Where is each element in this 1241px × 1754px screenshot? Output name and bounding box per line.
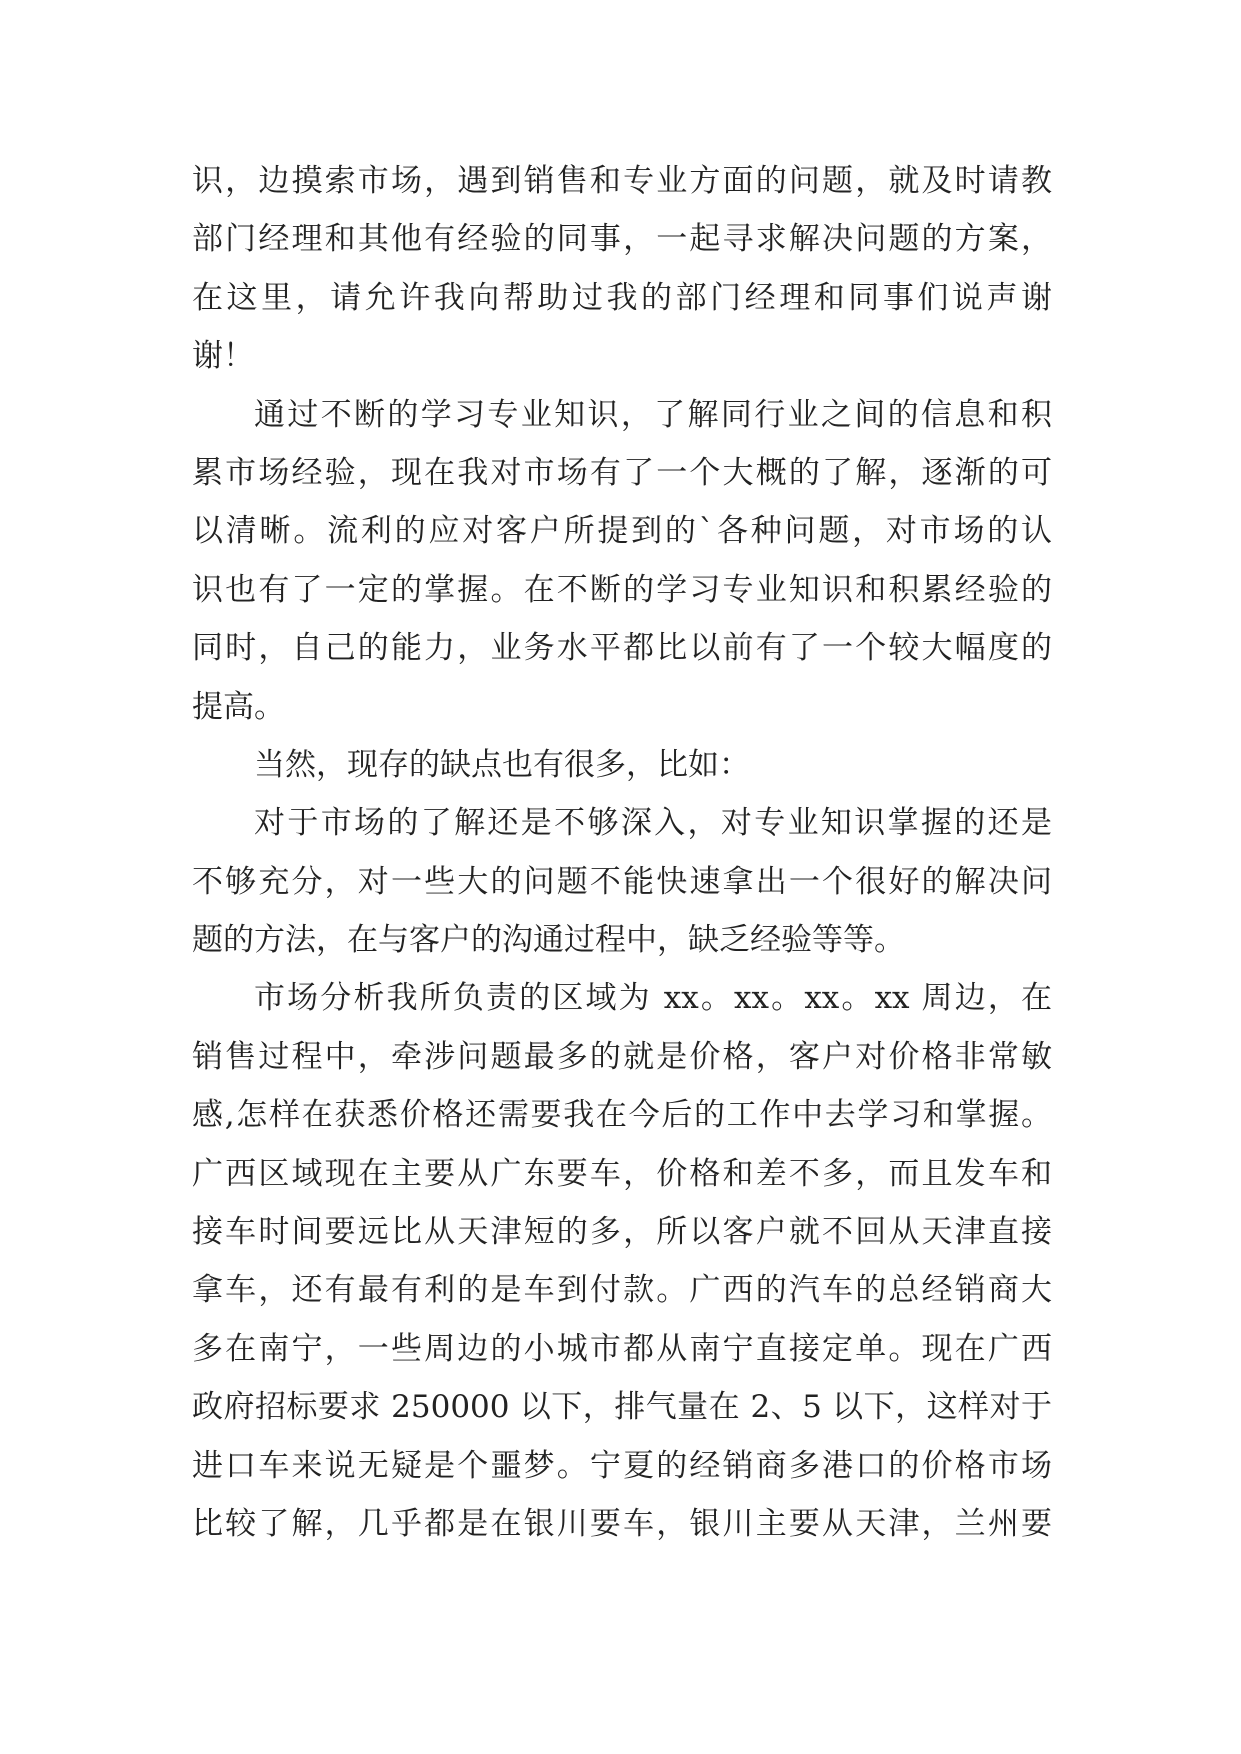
text-line: 同时，自己的能力，业务水平都比以前有了一个较大幅度的 bbox=[192, 630, 1052, 667]
paragraph bbox=[192, 386, 1052, 736]
paragraph bbox=[192, 794, 1052, 969]
text-line: 在这里，请允许我向帮助过我的部门经理和同事们说声谢 bbox=[192, 279, 1052, 316]
text-line: 比较了解，几乎都是在银川要车，银川主要从天津，兰州要 bbox=[192, 1505, 1052, 1542]
text-line: 谢！ bbox=[192, 338, 254, 375]
text-line: 不够充分，对一些大的问题不能快速拿出一个很好的解决问 bbox=[192, 863, 1052, 900]
text-line: 提高。 bbox=[192, 688, 285, 725]
text-line: 政府招标要求 250000 以下，排气量在 2、5 以下，这样对于 bbox=[192, 1389, 1052, 1426]
text-line: 识，边摸索市场，遇到销售和专业方面的问题，就及时请教 bbox=[192, 163, 1052, 199]
text-line: 识也有了一定的掌握。在不断的学习专业知识和积累经验的 bbox=[192, 571, 1052, 608]
text-line: 市场分析我所负责的区域为 xx。xx。xx。xx 周边，在 bbox=[254, 980, 1052, 1017]
text-line: 当然，现存的缺点也有很多，比如： bbox=[254, 746, 750, 783]
text-line: 以清晰。流利的应对客户所提到的`各种问题，对市场的认 bbox=[192, 513, 1052, 550]
text-line: 广西区域现在主要从广东要车，价格和差不多，而且发车和 bbox=[192, 1155, 1052, 1192]
text-line: 题的方法，在与客户的沟通过程中，缺乏经验等等。 bbox=[192, 922, 905, 959]
text-line: 销售过程中，牵涉问题最多的就是价格，客户对价格非常敏 bbox=[192, 1038, 1052, 1075]
paragraph bbox=[192, 969, 1052, 1553]
text-line: 通过不断的学习专业知识，了解同行业之间的信息和积 bbox=[254, 396, 1052, 433]
text-line: 累市场经验，现在我对市场有了一个大概的了解，逐渐的可 bbox=[192, 454, 1052, 491]
paragraph bbox=[192, 152, 1052, 386]
paragraph bbox=[192, 736, 1052, 794]
text-line: 接车时间要远比从天津短的多，所以客户就不回从天津直接 bbox=[192, 1214, 1052, 1251]
text-line: 部门经理和其他有经验的同事，一起寻求解决问题的方案， bbox=[192, 221, 1052, 258]
text-line: 对于市场的了解还是不够深入，对专业知识掌握的还是 bbox=[254, 805, 1052, 842]
text-line: 拿车，还有最有利的是车到付款。广西的汽车的总经销商大 bbox=[192, 1272, 1052, 1309]
document-body bbox=[192, 152, 1052, 1553]
text-line: 进口车来说无疑是个噩梦。宁夏的经销商多港口的价格市场 bbox=[192, 1447, 1052, 1484]
text-line: 感,怎样在获悉价格还需要我在今后的工作中去学习和掌握。 bbox=[192, 1097, 1052, 1134]
text-line: 多在南宁，一些周边的小城市都从南宁直接定单。现在广西 bbox=[192, 1330, 1052, 1367]
